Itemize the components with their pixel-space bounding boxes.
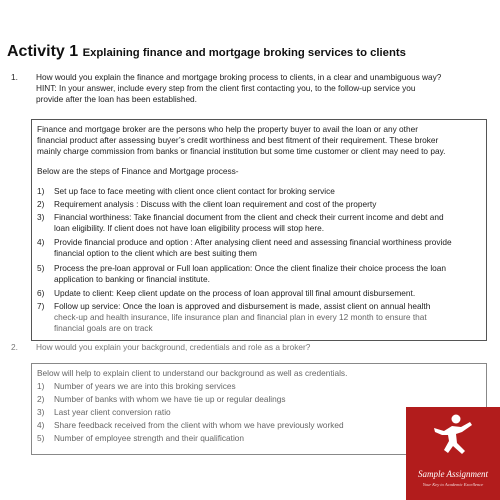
activity-title: Explaining finance and mortgage broking services to clients	[82, 47, 406, 59]
activity-number: Activity 1	[7, 43, 79, 60]
answer-intro-line: financial product after assessing buyer’s credit worthiness and best fitment of their requirement. These broker	[37, 135, 439, 146]
list-item-line: Set up face to face meeting with client once client contact for broking service	[54, 186, 335, 196]
logo-name: Sample Assignment	[417, 469, 489, 479]
list-item-line: check-up and health insurance, life insurance plan and financial plan in every 12 month to ensure that	[54, 312, 427, 323]
list-item-number: 5)	[37, 263, 45, 273]
list-item-line: Provide financial produce and option : After analysing client need and assessing financial worthiness provide	[54, 237, 452, 247]
list-item-number: 1)	[37, 186, 45, 196]
brand-logo	[406, 407, 500, 500]
question-line: HINT: In your answer, include every step from the client first contacting you, to the follow-up service you	[36, 83, 416, 94]
question-text	[36, 72, 441, 106]
list-item-text	[54, 288, 415, 299]
answer-intro: Below will help to explain client to understand our background as well as credentials.	[37, 368, 348, 378]
list-item-number: 3)	[37, 407, 45, 417]
list-item-text: Number of years we are into this broking services	[54, 381, 236, 391]
list-item-line: Follow up service: Once the loan is approved and disbursement is made, assist client on annual health	[54, 301, 431, 311]
list-item-number: 5)	[37, 433, 45, 443]
list-item-number: 4)	[37, 420, 45, 430]
list-item-line: application to banking or financial institute.	[54, 274, 210, 285]
list-item-text: Share feedback received from the client with whom we have previously worked	[54, 420, 344, 430]
list-item-line: Process the pre-loan approval or Full loan application: Once the client finalize their choice process the loan	[54, 263, 447, 273]
list-item-line: financial goals are on track	[54, 323, 153, 334]
list-item-number: 6)	[37, 288, 45, 298]
list-item-text	[54, 212, 444, 234]
list-item-number: 4)	[37, 237, 45, 247]
list-item-number: 1)	[37, 381, 45, 391]
answer-intro-line: Finance and mortgage broker are the persons who help the property buyer to avail the loan or any other	[37, 124, 418, 134]
list-item-line: financial option to the client which are best suiting them	[54, 248, 257, 259]
list-item-text	[54, 237, 452, 259]
list-item-line: Requirement analysis : Discuss with the client loan requirement and cost of the property	[54, 199, 377, 209]
list-item-text: Last year client conversion ratio	[54, 407, 171, 417]
list-item-line: loan eligibility. If client does not have loan eligibility process will stop here.	[54, 223, 325, 234]
list-item-text	[54, 199, 376, 210]
list-item-line: Financial worthiness: Take financial document from the client and check their current income and debt and	[54, 212, 444, 222]
question-1	[11, 72, 481, 106]
list-item-number: 2)	[37, 394, 45, 404]
logo-tagline: Your Key to Academic Excellence	[422, 482, 484, 487]
answer-box-1	[31, 119, 487, 341]
question-number: 2.	[11, 342, 18, 352]
question-2	[11, 342, 481, 354]
list-item-text: Number of banks with whom we have tie up or regular dealings	[54, 394, 286, 404]
list-item-text	[54, 301, 430, 335]
list-item-text: Number of employee strength and their qualification	[54, 433, 245, 443]
answer-intro	[37, 124, 481, 158]
activity-heading	[7, 43, 406, 61]
question-line: How would you explain the finance and mortgage broking process to clients, in a clear and unambiguous way?	[36, 72, 442, 82]
list-item-text	[54, 186, 335, 197]
list-item-number: 3)	[37, 212, 45, 222]
list-item-line: Update to client: Keep client update on the process of loan approval till final amount disbursement.	[54, 288, 416, 298]
list-item-text	[54, 263, 446, 285]
answer-intro-line: mainly charge commission from banks or financial institution but some time customer or client may need to pay.	[37, 146, 446, 157]
question-number: 1.	[11, 72, 18, 82]
academic-figure-icon	[430, 413, 476, 459]
steps-heading: Below are the steps of Finance and Mortgage process-	[37, 166, 239, 176]
list-item-number: 7)	[37, 301, 45, 311]
question-text: How would you explain your background, credentials and role as a broker?	[36, 342, 311, 352]
question-line: provide after the loan has been established.	[36, 94, 197, 105]
list-item-number: 2)	[37, 199, 45, 209]
